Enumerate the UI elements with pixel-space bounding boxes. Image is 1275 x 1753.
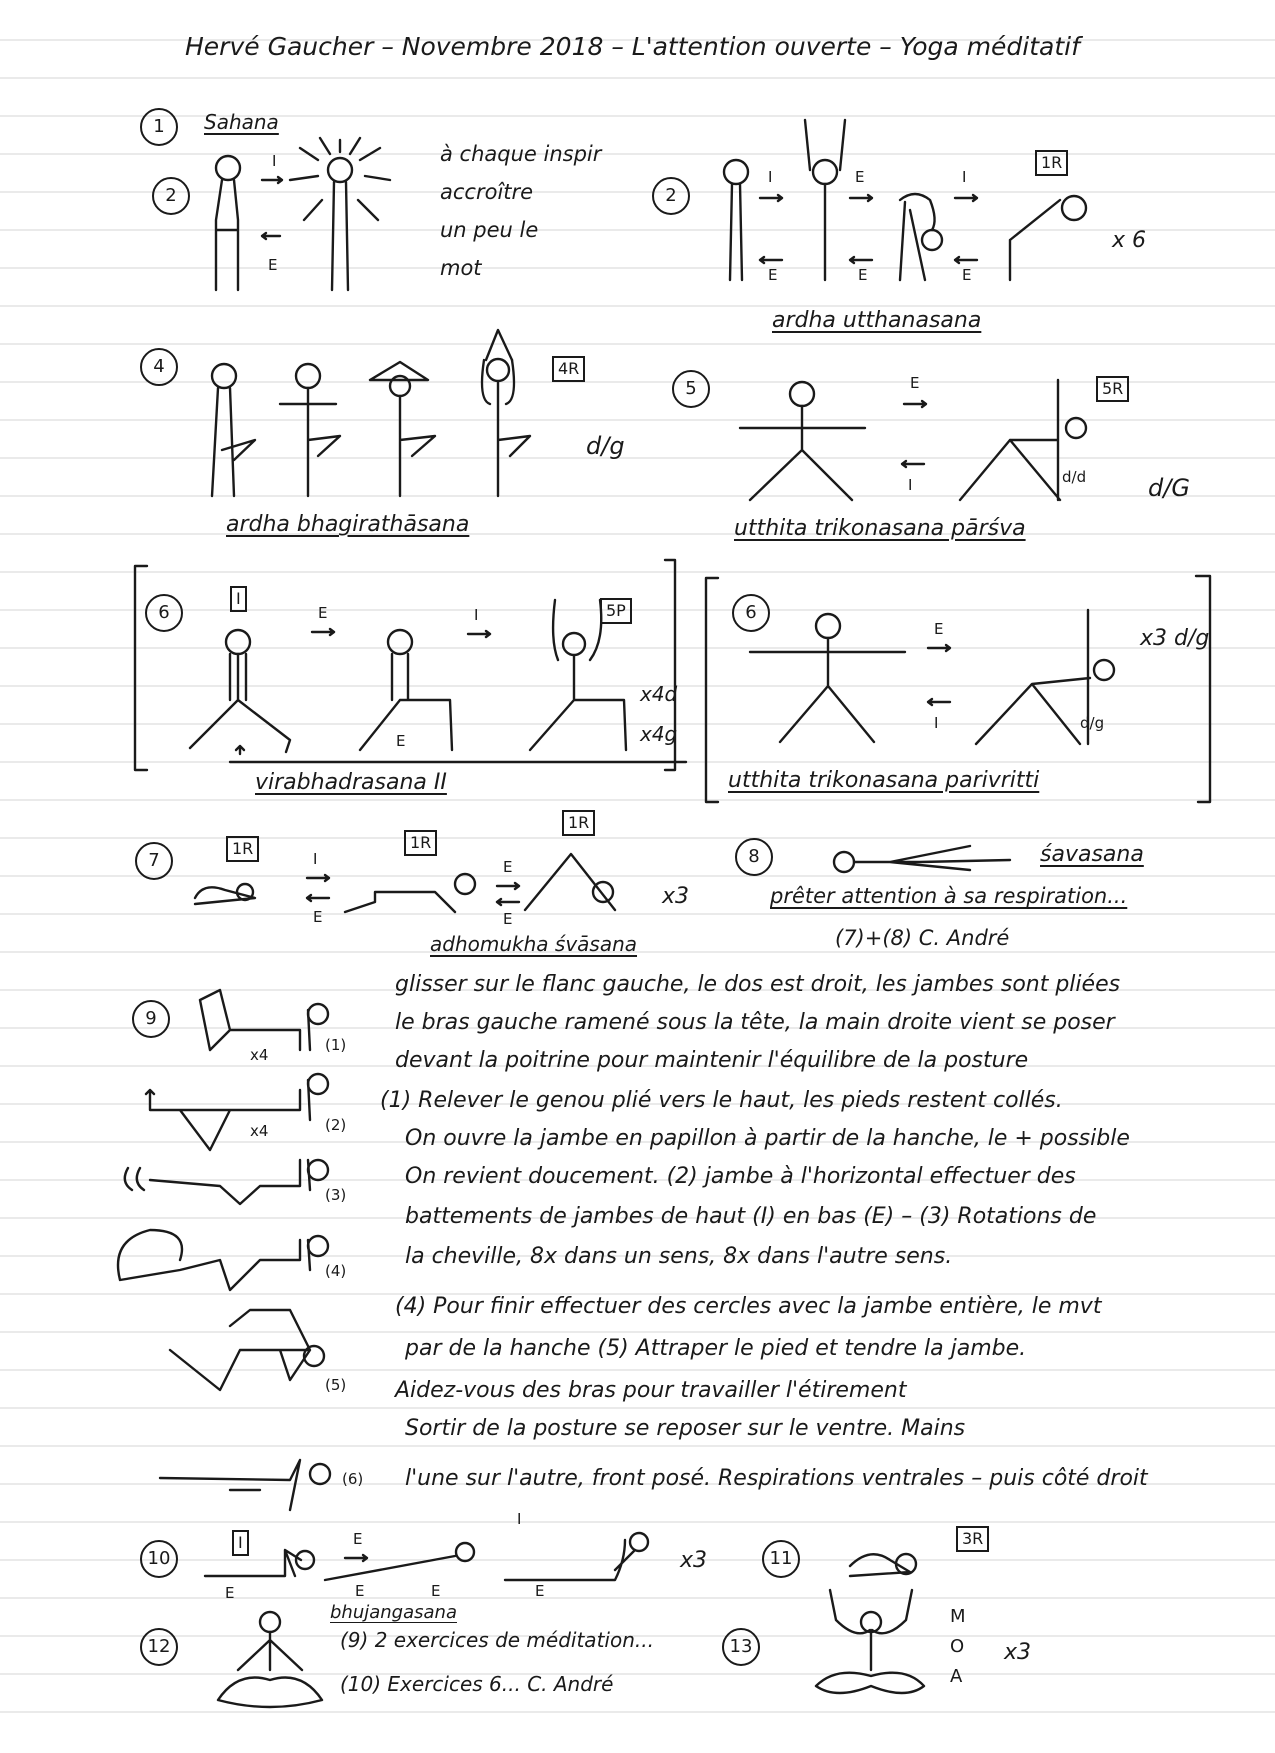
svg-text:E: E (353, 1530, 363, 1548)
step-6a-reps-2: x4g (640, 722, 678, 746)
step-number-7: 7 (135, 842, 173, 880)
step-2-note-line-1: à chaque inspir (440, 142, 602, 166)
step-number-8: 8 (735, 838, 773, 876)
step-6a-reps-1: x4d (640, 682, 678, 706)
step-7-box-1: 1R (226, 836, 259, 862)
svg-text:E: E (768, 266, 778, 284)
step-13-letter-m: M (950, 1606, 966, 1627)
svg-text:E: E (355, 1582, 365, 1600)
svg-text:(5): (5) (325, 1376, 347, 1394)
step-7-box-2: 1R (404, 830, 437, 856)
step-number-11: 11 (762, 1540, 800, 1578)
step-9-line-13: l'une sur l'autre, front posé. Respirations ventrales – puis côté droit (405, 1466, 1148, 1491)
svg-text:I: I (517, 1510, 522, 1528)
step-6a-box-i: I (230, 586, 247, 612)
step-5-name: utthita trikonasana pārśva (734, 516, 1026, 541)
svg-text:E: E (910, 374, 920, 392)
svg-text:I: I (313, 850, 318, 868)
svg-text:I: I (474, 606, 479, 624)
step-9-line-2: le bras gauche ramené sous la tête, la main droite vient se poser (395, 1010, 1115, 1035)
step-6a-name: virabhadrasana II (255, 770, 447, 795)
virabhadrasana-figures (190, 600, 630, 760)
utthita-trikonasana-parsva-figures (740, 374, 1087, 510)
step-7-reps: x3 (662, 884, 690, 909)
step-12-line-1: (9) 2 exercices de méditation... (340, 1628, 654, 1652)
step-5-box: 5R (1096, 376, 1129, 402)
step-1-name: Sahana (204, 110, 279, 134)
step-number-10: 10 (140, 1540, 178, 1578)
step-9-line-10: par de la hanche (5) Attraper le pied et tendre la jambe. (405, 1336, 1027, 1361)
step-9-line-3: devant la poitrine pour maintenir l'équilibre de la posture (395, 1048, 1029, 1073)
svg-text:E: E (318, 604, 328, 622)
step-5-side: d/G (1148, 474, 1190, 502)
step-9-line-7: battements de jambes de haut (I) en bas (E) – (3) Rotations de (405, 1204, 1097, 1229)
svg-text:E: E (858, 266, 868, 284)
step-7-name: adhomukha śvāsana (430, 932, 638, 956)
svg-text:E: E (313, 908, 323, 926)
bhujangasana-figures (205, 1510, 675, 1602)
step-number-4: 4 (140, 348, 178, 386)
step-9-line-8: la cheville, 8x dans un sens, 8x dans l'autre sens. (405, 1244, 953, 1269)
step-11-figure (850, 1536, 970, 1596)
standing-figures-breath (200, 140, 400, 300)
svg-text:x4: x4 (250, 1046, 269, 1064)
step-11-box: 3R (956, 1526, 989, 1552)
svg-text:E: E (855, 168, 865, 186)
step-10-reps: x3 (680, 1548, 708, 1573)
step-2b-name: ardha utthanasana (772, 308, 982, 333)
trikonasana-parivritti-figures (750, 610, 1130, 750)
svg-text:E: E (535, 1582, 545, 1600)
step-6a-underline-arrow (230, 756, 690, 770)
ardha-utthanasana-figures (700, 120, 1080, 290)
page-title: Hervé Gaucher – Novembre 2018 – L'attention ouverte – Yoga méditatif (185, 32, 1080, 61)
svg-text:(1): (1) (325, 1036, 347, 1054)
step-9-line-1: glisser sur le flanc gauche, le dos est droit, les jambes sont pliées (395, 972, 1121, 997)
ardha-bhagirathasana-figures (190, 320, 550, 500)
step-2-note-line-2: accroître (440, 180, 534, 204)
step-number-9: 9 (132, 1000, 170, 1038)
step-7-box-3: 1R (562, 810, 595, 836)
svg-text:E: E (431, 1582, 441, 1600)
step-13-letter-o: O (950, 1636, 965, 1657)
step-6a-box: 5P (600, 598, 632, 624)
step-4-name: ardha bhagirathāsana (226, 512, 470, 537)
step-number-13: 13 (722, 1628, 760, 1666)
arms-up-meditation-figure (816, 1590, 926, 1700)
svg-text:d/d: d/d (1062, 468, 1087, 486)
svg-text:E: E (396, 732, 406, 750)
step-9-line-12: Sortir de la posture se reposer sur le ventre. Mains (405, 1416, 966, 1441)
step-9-line-4: (1) Relever le genou plié vers le haut, les pieds restent collés. (380, 1088, 1063, 1113)
step-13-letter-a: A (950, 1666, 963, 1687)
svg-text:d/g: d/g (1080, 714, 1105, 732)
svg-text:(6): (6) (342, 1470, 364, 1488)
svg-text:(4): (4) (325, 1262, 347, 1280)
step-9-line-11: Aidez-vous des bras pour travailler l'étirement (395, 1378, 907, 1403)
svg-text:E: E (934, 620, 944, 638)
step-13-reps: x3 (1004, 1640, 1032, 1665)
step-4-box: 4R (552, 356, 585, 382)
step-8-name: śavasana (1040, 842, 1144, 867)
step-8-note: prêter attention à sa respiration... (770, 884, 1128, 908)
svg-text:I: I (934, 714, 939, 732)
svg-text:(2): (2) (325, 1116, 347, 1134)
step-12-line-2: (10) Exercices 6... C. André (340, 1672, 614, 1696)
svg-text:E: E (503, 858, 513, 876)
step-4-side: d/g (586, 432, 625, 460)
step-2b-reps: x 6 (1112, 228, 1147, 253)
seated-meditation-figure (218, 1610, 328, 1720)
svg-text:I: I (908, 476, 913, 494)
svg-text:(3): (3) (325, 1186, 347, 1204)
step-number-12: 12 (140, 1628, 178, 1666)
step-number-5: 5 (672, 370, 710, 408)
step-9-line-9: (4) Pour finir effectuer des cercles avec la jambe entière, le mvt (395, 1294, 1102, 1319)
step-9-line-5: On ouvre la jambe en papillon à partir de la hanche, le + possible (405, 1126, 1130, 1151)
adhomukha-svasana-figures (195, 842, 675, 942)
step-10-name: bhujangasana (330, 1602, 457, 1623)
svg-text:E: E (268, 256, 278, 274)
step-number-6a: 6 (145, 594, 183, 632)
step-9-line-6: On revient doucement. (2) jambe à l'horizontal effectuer des (405, 1164, 1076, 1189)
step-6b-name: utthita trikonasana parivritti (728, 768, 1040, 793)
step-number-2b: 2 (652, 177, 690, 215)
svg-text:I: I (962, 168, 967, 186)
svg-text:E: E (225, 1584, 235, 1602)
step-number-1: 1 (140, 108, 178, 146)
step-2b-box: 1R (1035, 150, 1068, 176)
svg-text:E: E (503, 910, 513, 928)
step-8-ref: (7)+(8) C. André (835, 926, 1010, 950)
step-number-6b: 6 (732, 594, 770, 632)
step-number-2: 2 (152, 177, 190, 215)
step-9-leg-figures (110, 990, 370, 1530)
step-2-note-line-3: un peu le (440, 218, 539, 242)
svg-text:I: I (768, 168, 773, 186)
step-2-note-line-4: mot (440, 256, 482, 280)
step-6b-reps: x3 d/g (1140, 626, 1210, 651)
svg-text:x4: x4 (250, 1122, 269, 1140)
step-10-box: I (232, 1530, 249, 1556)
svg-text:I: I (272, 152, 277, 170)
svg-text:E: E (962, 266, 972, 284)
